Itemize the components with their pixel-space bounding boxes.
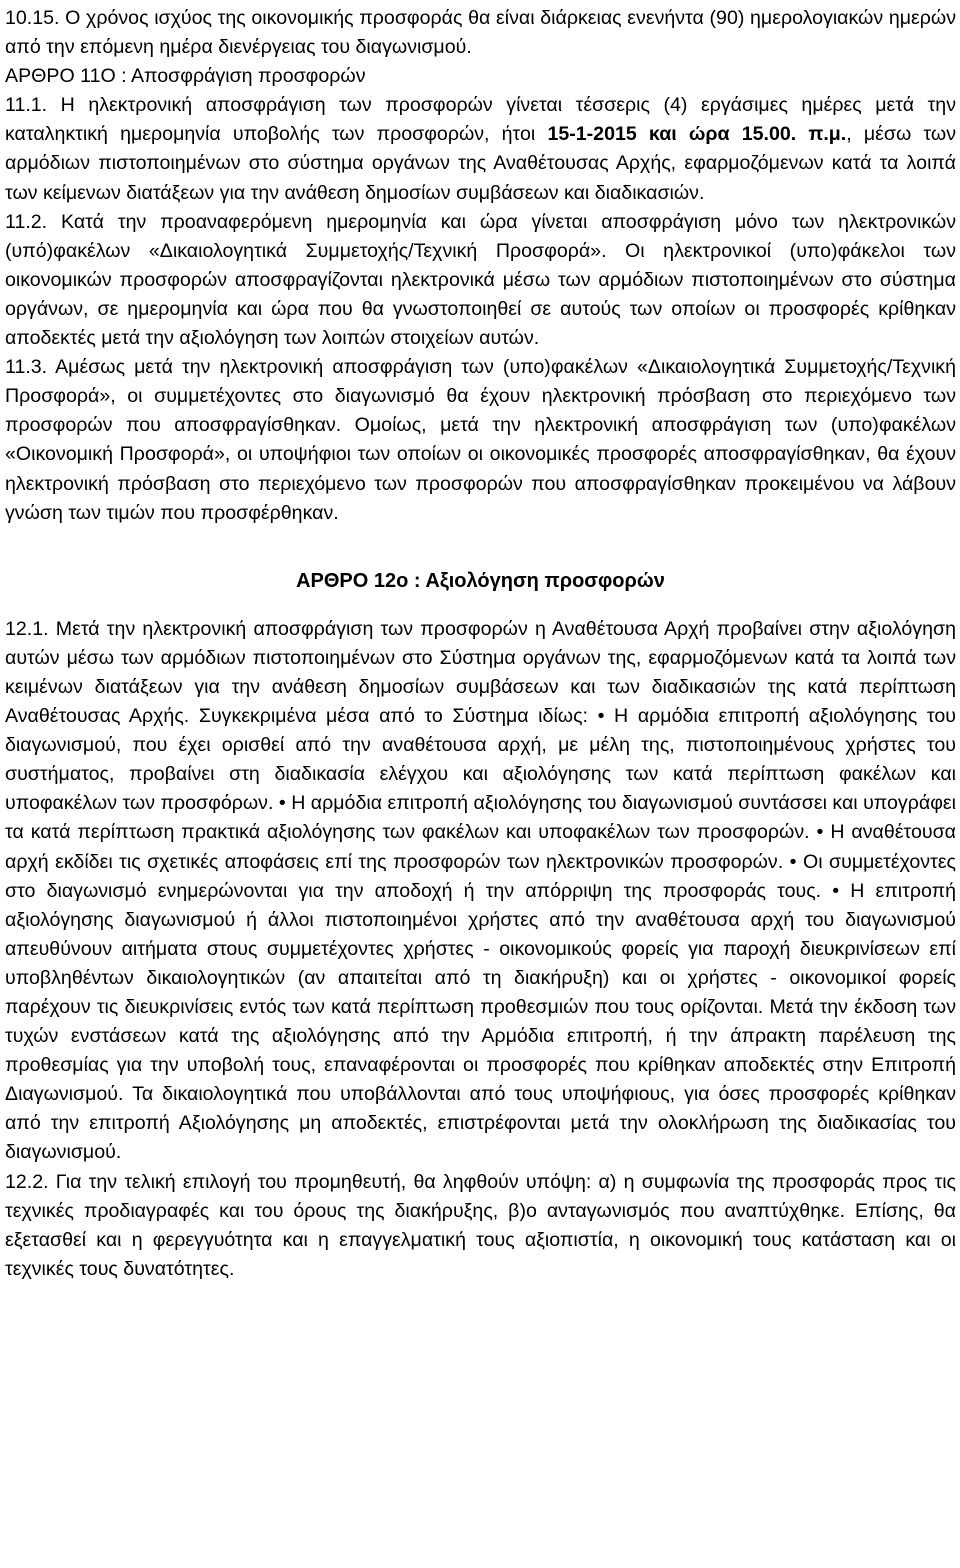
article-11-title: ΑΡΘΡΟ 11Ο : Αποσφράγιση προσφορών — [5, 65, 366, 88]
article-12-title: ΑΡΘΡΟ 12ο : Αξιολόγηση προσφορών — [296, 569, 665, 592]
paragraph-12-2: 12.2. Για την τελική επιλογή του προμηθευτή, θα ληφθούν υπόψη: α) η συμφωνία της προσφοράς προς τις τεχνικές προδιαγραφές και του όρους της διακήρυξης, β)ο ανταγωνισμός που αναπτύχθηκε. Επίσης, θα εξετασθεί και η φερεγγυότητα και η επαγγελματική τους αξιοπιστία, η οικονομική τους κατάσταση και οι τεχνικές τους δυνατότητες. — [5, 1170, 956, 1280]
paragraph-11-1 — [5, 91, 956, 207]
opening-date-time: 15-1-2015 και ώρα 15.00. π.μ. — [547, 123, 847, 146]
paragraph-11-1-text-a: 11.1. Η ηλεκτρονική αποσφράγιση των προσφορών γίνεται τέσσερις (4) εργάσιμες ημέρες μετά την καταληκτική ημερομηνία υποβολής των προσφορών, ήτοι — [5, 94, 956, 146]
paragraph-10-15: 10.15. Ο χρόνος ισχύος της οικονομικής προσφοράς θα είναι διάρκειας ενενήντα (90) ημερολογιακών ημερών από την επόμενη ημέρα διενέργειας του διαγωνισμού. — [5, 7, 956, 59]
paragraph-12-1: 12.1. Μετά την ηλεκτρονική αποσφράγιση των προσφορών η Αναθέτουσα Αρχή προβαίνει στην αξιολόγηση αυτών μέσω των αρμόδιων πιστοποιημένων στο Σύστημα οργάνων της, εφαρμοζόμενων κατά τα λοιπά των κειμένων διατάξεων για την ανάθεση δημοσίων συμβάσεων και των διαδικασιών της κατά περίπτωση Αναθέτουσας Αρχής. Συγκεκριμένα μέσα από το Σύστημα ιδίως: • Η αρμόδια επιτροπή αξιολόγησης του διαγωνισμού, που έχει ορισθεί από την αναθέτουσα αρχή, με μέλη της, πιστοποιημένους χρήστες του συστήματος, προβαίνει στη διαδικασία ελέγχου και αξιολόγησης των κατά περίπτωση φακέλων και υποφακέλων των προσφόρων. • Η αρμόδια επιτροπή αξιολόγησης του διαγωνισμού συντάσσει και υπογράφει τα κατά περίπτωση πρακτικά αξιολόγησης των φακέλων και υποφακέλων των προσφορών. • Η αναθέτουσα αρχή εκδίδει τις σχετικές αποφάσεις επί της προσφορών των ηλεκτρονικών προσφορών. • Οι συμμετέχοντες στο διαγωνισμό ενημερώνονται για την αποδοχή ή την απόρριψη της προσφοράς τους. • Η επιτροπή αξιολόγησης διαγωνισμού ή άλλοι πιστοποιημένοι χρήστες από την αναθέτουσα αρχή του διαγωνισμού απευθύνουν αιτήματα στους συμμετέχοντες χρήστες - οικονομικούς φορείς για παροχή διευκρινίσεων επί υποβληθέντων δικαιολογητικών (αν απαιτείται από τη διακήρυξη) και οι χρήστες - οικονομικοί φορείς παρέχουν τις διευκρινίσεις εντός των κατά περίπτωση προθεσμιών που τους ορίζονται. Μετά την έκδοση των τυχών ενστάσεων κατά της αξιολόγησης από την Αρμόδια επιτροπή, ή την άπρακτη παρέλευση της προθεσμίας για την υποβολή τους, επαναφέρονται οι προσφορές που κρίθηκαν αποδεκτές στην Επιτροπή Διαγωνισμού. Τα δικαιολογητικά που υποβάλλονται από τους υποψήφιους, για όσες προσφορές κρίθηκαν από την επιτροπή Αξιολόγησης μη αποδεκτές, επιστρέφονται μετά την ολοκλήρωση της διαδικασίας του διαγωνισμού. — [5, 617, 956, 1164]
paragraph-11-1-text-b: , μέσω των αρμόδιων πιστοποιημένων στο σύστημα οργάνων της Αναθέτουσας Αρχής, εφαρμοζόμενων κατά τα λοιπά των κείμενων διατάξεων για την ανάθεση δημοσίων συμβάσεων και διαδικασιών. — [5, 123, 956, 204]
paragraph-11-2: 11.2. Κατά την προαναφερόμενη ημερομηνία και ώρα γίνεται αποσφράγιση μόνο των ηλεκτρονικών (υπό)φακέλων «Δικαιολογητικά Συμμετοχής/Τεχνική Προσφορά». Οι ηλεκτρονικοί (υπο)φάκελοι των οικονομικών προσφορών αποσφραγίζονται ηλεκτρονικά μέσω των αρμόδιων πιστοποιημένων στο σύστημα οργάνων, σε ημερομηνία και ώρα που θα γνωστοποιηθεί σε αυτούς των οποίων οι προσφορές κρίθηκαν αποδεκτές μετά την αξιολόγηση των λοιπών στοιχείων αυτών. — [5, 210, 956, 350]
paragraph-11-3: 11.3. Αμέσως μετά την ηλεκτρονική αποσφράγιση των (υπο)φακέλων «Δικαιολογητικά Συμμετοχής/Τεχνική Προσφορά», οι συμμετέχοντες στο διαγωνισμό θα έχουν ηλεκτρονική πρόσβαση στο περιεχόμενο των προσφορών που αποσφραγίσθηκαν. Ομοίως, μετά την ηλεκτρονική αποσφράγιση των (υπο)φακέλων «Οικονομική Προσφορά», οι υποψήφιοι των οποίων οι οικονομικές προσφορές αποσφραγίσθηκαν, θα έχουν ηλεκτρονική πρόσβαση στο περιεχόμενο των προσφορών που αποσφραγίσθηκαν προκειμένου να λάβουν γνώση των τιμών που προσφέρθηκαν. — [5, 356, 956, 524]
